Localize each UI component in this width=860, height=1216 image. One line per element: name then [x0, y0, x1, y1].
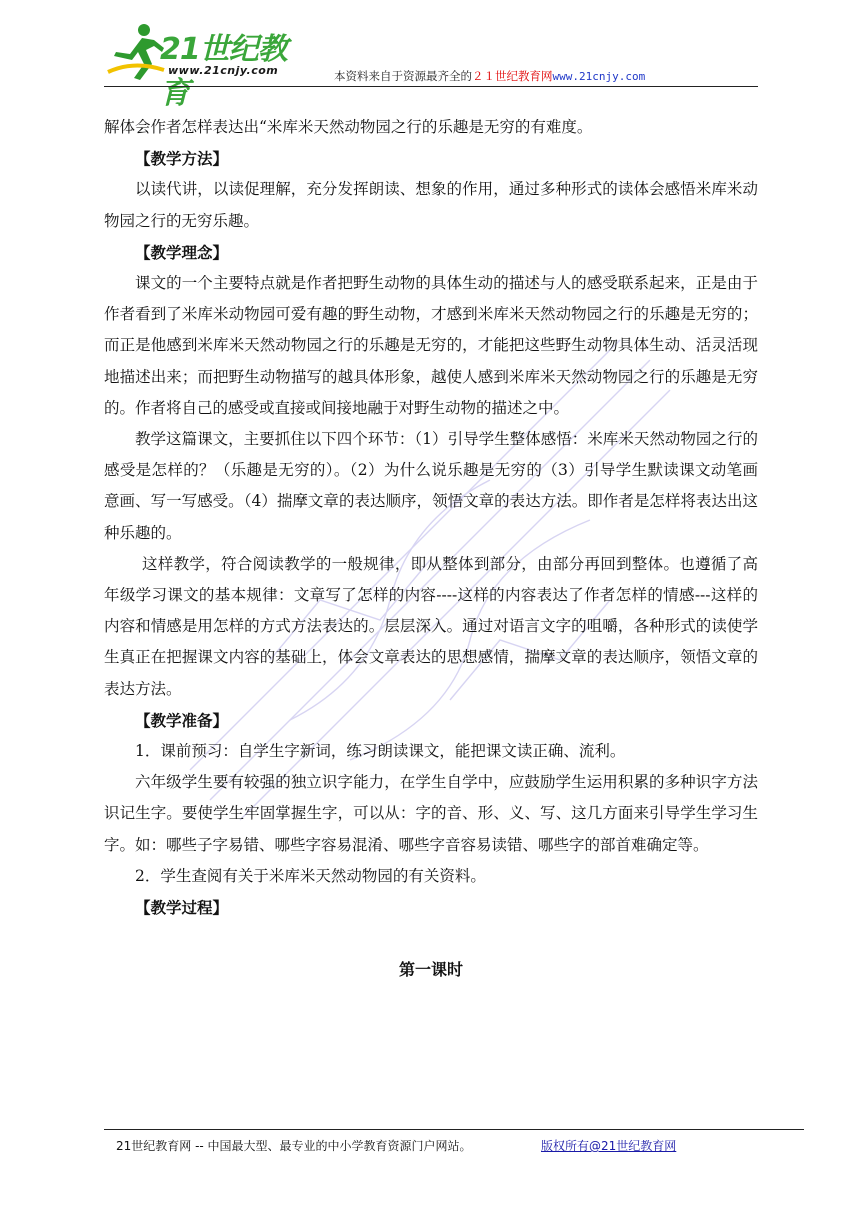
footer-text: 21世纪教育网 -- 中国最大型、最专业的中小学教育资源门户网站。 — [116, 1139, 472, 1153]
document-body — [104, 112, 758, 985]
page-header — [104, 18, 758, 111]
paragraph-preparation-2: 六年级学生要有较强的独立识字能力，在学生自学中，应鼓励学生运用积累的多种识字方法识记生字。要使学生牢固掌握生字，可以从：字的音、形、义、写、这几方面来引导学生学习生字。如：哪些子字易错、哪些字容易混淆、哪些字音容易读错、哪些字的部首难确定等。 — [104, 773, 758, 854]
paragraph-concept-1: 课文的一个主要特点就是作者把野生动物的具体生动的描述与人的感受联系起来，正是由于作者看到了米库米动物园可爱有趣的野生动物，才感到米库米天然动物园之行的乐趣是无穷的；而正是他感到米库米天然动物园之行的乐趣是无穷的，才能把这些野生动物具体生动、活灵活现地描述出来；而把野生动物描写的越具体形象，越使人感到米库米天然动物园之行的乐趣是无穷的。作者将自己的感受或直接或间接地融于对野生动物的描述之中。 — [104, 274, 758, 417]
header-note-prefix: 本资料来自于资源最齐全的 — [334, 69, 472, 83]
paragraph-concept-3: 这样教学，符合阅读教学的一般规律，即从整体到部分，由部分再回到整体。也遵循了高年级学习课文的基本规律：文章写了怎样的内容----这样的内容表达了作者怎样的情感---这样的内容和情感是用怎样的方式方法表达的。层层深入。通过对语言文字的咀嚼，各种形式的读使学生真正在把握课文内容的基础上，体会文章表达的思想感情，揣摩文章的表达顺序，领悟文章的表达方法。 — [104, 554, 758, 698]
paragraph-preparation-3: 2．学生查阅有关于米库米天然动物园的有关资料。 — [135, 866, 486, 885]
section-heading-process: 【教学过程】 — [135, 898, 229, 918]
paragraph-preparation-1: 1．课前预习：自学生字新词，练习朗读课文，能把课文读正确、流利。 — [135, 742, 626, 761]
logo-title: 21世纪教育 — [160, 32, 287, 111]
header-site-name[interactable]: ２１世纪教育网 — [472, 69, 553, 83]
footer-copyright-link[interactable]: 版权所有@21世纪教育网 — [541, 1139, 677, 1153]
paragraph-intro-continued: 解体会作者怎样表达出“米库米天然动物园之行的乐趣是无穷的有难度。 — [104, 118, 593, 136]
header-note — [334, 68, 645, 84]
logo-url: www.21cnjy.com — [168, 64, 279, 77]
section-heading-concept: 【教学理念】 — [135, 242, 229, 262]
paragraph-method: 以读代讲，以读促理解，充分发挥朗读、想象的作用，通过多种形式的读体会感悟米库米动物园之行的无穷乐趣。 — [104, 180, 758, 230]
logo — [104, 20, 314, 111]
footer-divider — [104, 1129, 804, 1130]
section-heading-method: 【教学方法】 — [135, 149, 229, 169]
header-divider — [104, 86, 758, 87]
section-heading-preparation: 【教学准备】 — [135, 710, 229, 730]
paragraph-concept-2: 教学这篇课文，主要抓住以下四个环节：（1）引导学生整体感悟：米库米天然动物园之行的感受是怎样的？（乐趣是无穷的）。（2）为什么说乐趣是无穷的（3）引导学生默读课文动笔画意画、写一写感受。（4）揣摩文章的表达顺序，领悟文章的表达方法。即作者是怎样将表达出这种乐趣的。 — [104, 430, 758, 542]
runner-logo-icon — [104, 20, 168, 84]
lesson-title: 第一课时 — [398, 960, 463, 980]
header-site-url[interactable]: www.21cnjy.com — [552, 70, 646, 83]
